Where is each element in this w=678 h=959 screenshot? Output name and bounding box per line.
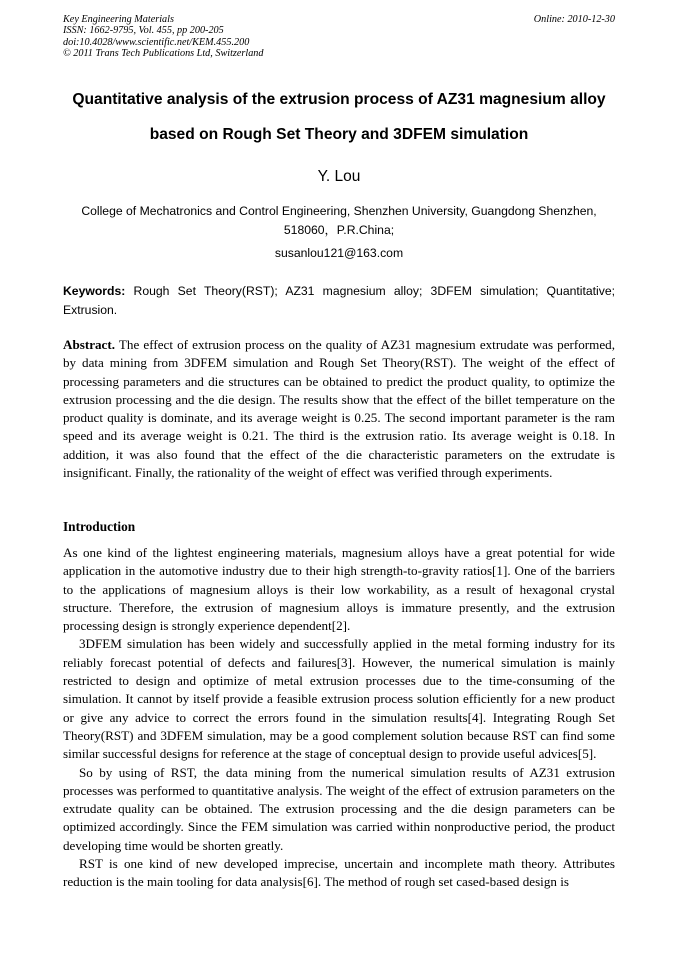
author-affiliation: College of Mechatronics and Control Engineering, Shenzhen University, Guangdong Shenzhen, 518060，P.R.China; (81, 204, 597, 237)
paper-title-line-2: based on Rough Set Theory and 3DFEM simulation (149, 126, 529, 143)
abstract-label: Abstract. (63, 337, 115, 352)
introduction-body (63, 544, 615, 892)
paper-title-line-1: Quantitative analysis of the extrusion process of AZ31 magnesium alloy (72, 91, 606, 108)
journal-header (63, 14, 615, 60)
keywords-text: Rough Set Theory(RST); AZ31 magnesium alloy; 3DFEM simulation; Quantitative; Extrusion. (63, 284, 615, 317)
author-name: Y. Lou (317, 168, 361, 185)
abstract (63, 336, 615, 482)
intro-paragraph: As one kind of the lightest engineering materials, magnesium alloys have a great potential for wide application in the automotive industry due to their high strength-to-gravity ratios[1]. One of the barriers to the applications of magnesium alloys is their low workability, as a result of hexagonal crystal structure. Therefore, the extrusion of magnesium alloys is immature presently, and the extrusion processing design is strongly experience dependent[2]. (63, 545, 615, 634)
keywords-label: Keywords: (63, 284, 126, 298)
journal-doi: doi:10.4028/www.scientific.net/KEM.455.200 (63, 36, 250, 48)
intro-paragraph: 3DFEM simulation has been widely and successfully applied in the metal forming industry for its reliably forecast potential of defects and failures[3]. However, the numerical simulation is mainly restricted to design and optimize of metal extrusion processes due to the time-consuming of the simulation. It cannot by itself provide a feasible extrusion process solution efficiently for a new product or give any advice to correct the errors found in the simulation results[4]. Integrating Rough Set Theory(RST) and 3DFEM simulation, may be a good complement solution because RST can find some similar successful designs for reference at the stage of conceptual design to provide useful advices[5]. (63, 636, 615, 762)
abstract-text: The effect of extrusion process on the quality of AZ31 magnesium extrudate was performed, by data mining from 3DFEM simulation and Rough Set Theory(RST). The weight of the effect of processing parameters and die structures can be obtained to predict the product quality, to optimize the extrusion processing and the die design. The results show that the effect of the billet temperature on the product quality is dominate, and its average weight is 0.25. The second important parameter is the ram speed and its average weight is 0.21. The third is the extrusion ratio. Its average weight is 0.18. In addition, it was also found that the effect of the die characteristic parameters on the extrudate is insignificant. Finally, the rationality of the weight of effect was verified through experiments. (63, 337, 615, 481)
journal-copyright: © 2011 Trans Tech Publications Ltd, Switzerland (63, 48, 264, 60)
section-heading-introduction: Introduction (63, 519, 136, 534)
journal-issn: ISSN: 1662-9795, Vol. 455, pp 200-205 (63, 25, 224, 37)
keywords (63, 282, 615, 319)
intro-paragraph: RST is one kind of new developed imprecise, uncertain and incomplete math theory. Attributes reduction is the main tooling for data analysis[6]. The method of rough set cased-based design is (63, 856, 615, 890)
intro-paragraph: So by using of RST, the data mining from the numerical simulation results of AZ31 extrusion processes was performed to quantitative analysis. The weight of the effect of extrusion parameters on the extrudate quality can be obtained. The extrusion processing and the die design parameters can be optimized accordingly. Since the FEM simulation was carried within nonproductive period, the product developing time would be shorten greatly. (63, 764, 615, 853)
journal-name: Key Engineering Materials (63, 14, 174, 25)
online-date: Online: 2010-12-30 (533, 14, 615, 25)
author-email: susanlou121@163.com (274, 246, 404, 260)
